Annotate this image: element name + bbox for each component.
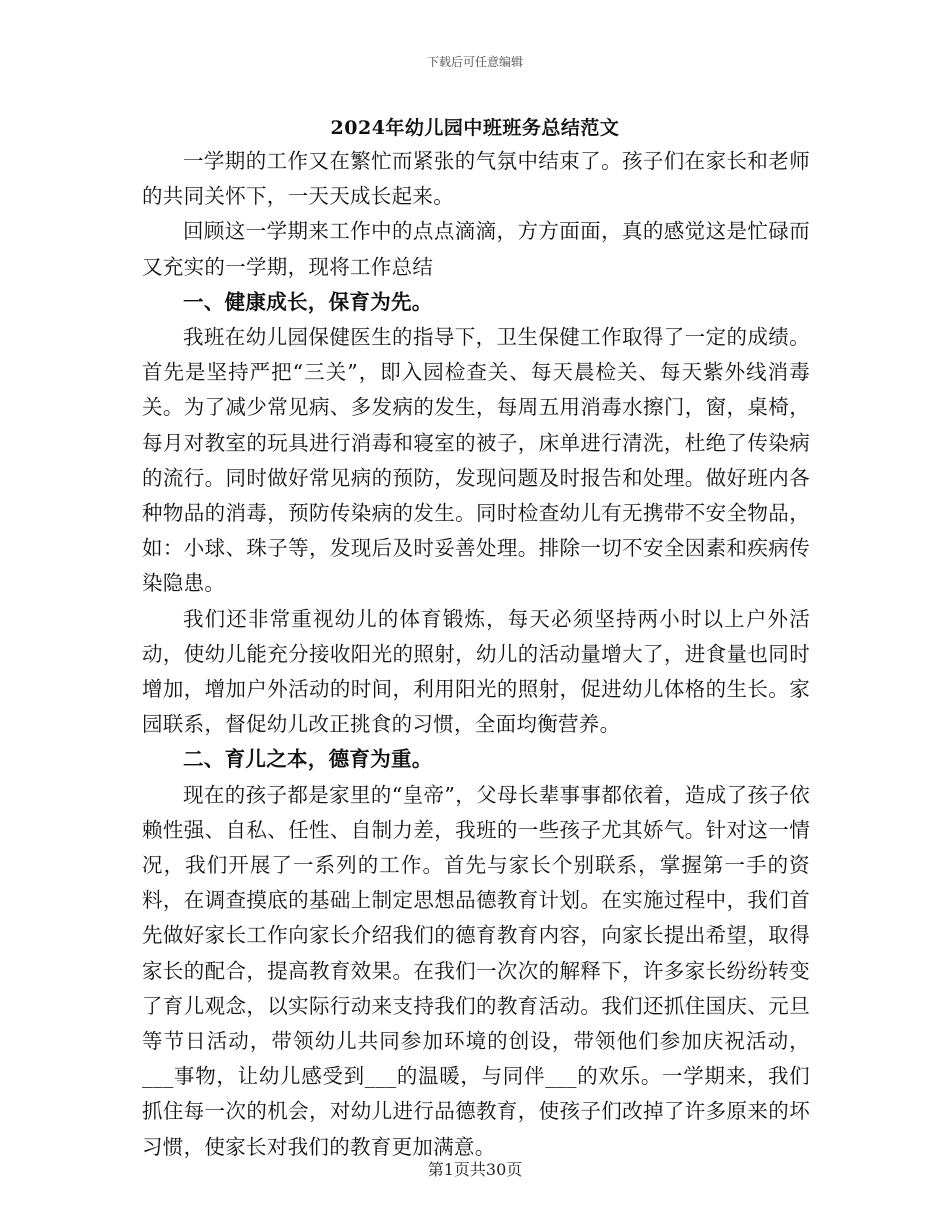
intro-paragraph-2: 回顾这一学期来工作中的点点滴滴，方方面面，真的感觉这是忙碌而又充实的一学期，现将工作总结 [142, 219, 810, 279]
section-1-heading: 一、健康成长，保育为先。 [183, 289, 433, 314]
section-2-paragraph-1: 现在的孩子都是家里的“皇帝”，父母长辈事事都依着，造成了孩子依赖性强、自私、任性、自制力差，我班的一些孩子尤其娇气。针对这一情况，我们开展了一系列的工作。首先与家长个别联系，掌握第一手的资料，在调查摸底的基础上制定思想品德教育计划。在实施过程中，我们首先做好家长工作向家长介绍我们的德育教育内容，向家长提出希望，取得家长的配合，提高教育效果。在我们一次次的解释下，许多家长纷纷转变了育儿观念，以实际行动来支持我们的教育活动。我们还抓住国庆、元旦等节日活动，带领幼儿共同参加环境的创设，带领他们参加庆祝活动，___事物，让幼儿感受到___的温暖，与同伴___的欢乐。一学期来，我们抓住每一次的机会，对幼儿进行品德教育，使孩子们改掉了许多原来的坏习惯，使家长对我们的教育更加满意。 [142, 782, 810, 1159]
section-2-heading: 二、育儿之本，德育为重。 [183, 747, 433, 772]
document-body [142, 144, 810, 1165]
document-title: 2024年幼儿园中班班务总结范文 [330, 117, 620, 139]
page-header-note: 下载后可任意编辑 [426, 55, 523, 69]
section-1-paragraph-2: 我们还非常重视幼儿的体育锻炼，每天必须坚持两小时以上户外活动，使幼儿能充分接收阳光的照射，幼儿的活动量增大了，进食量也同时增加，增加户外活动的时间，利用阳光的照射，促进幼儿体格的生长。家园联系，督促幼儿改正挑食的习惯，全面均衡营养。 [142, 606, 810, 737]
page-footer-page-number: 第1页共30页 [427, 1160, 523, 1179]
intro-paragraph-1: 一学期的工作又在繁忙而紧张的气氛中结束了。孩子们在家长和老师的共同关怀下，一天天成长起来。 [142, 149, 810, 209]
section-1-paragraph-1: 我班在幼儿园保健医生的指导下，卫生保健工作取得了一定的成绩。首先是坚持严把“三关”，即入园检查关、每天晨检关、每天紫外线消毒关。为了减少常见病、多发病的发生，每周五用消毒水擦门，窗，桌椅，每月对教室的玩具进行消毒和寝室的被子，床单进行清洗，杜绝了传染病的流行。同时做好常见病的预防，发现问题及时报告和处理。做好班内各种物品的消毒，预防传染病的发生。同时检查幼儿有无携带不安全物品，如：小球、珠子等，发现后及时妥善处理。排除一切不安全因素和疾病传染隐患。 [142, 325, 810, 596]
